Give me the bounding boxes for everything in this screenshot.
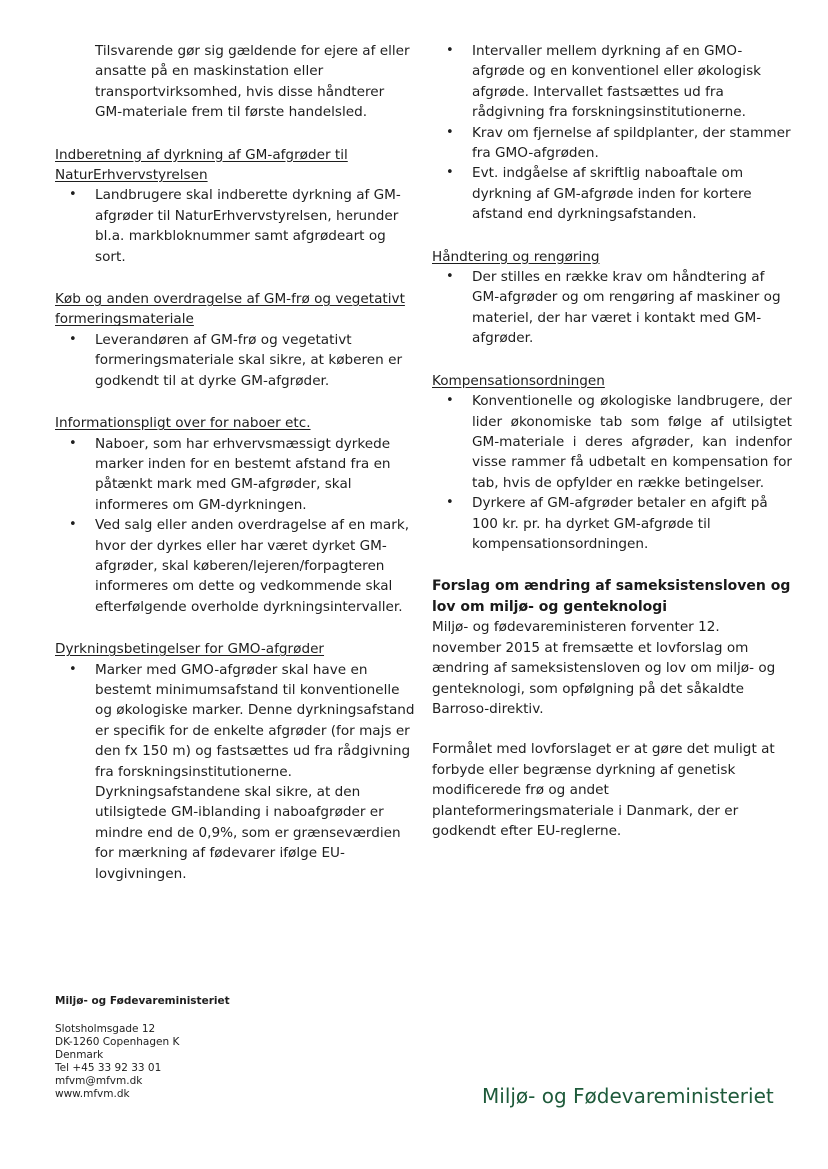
section-heading-reporting: Indberetning af dyrkning af GM-afgrøder til NaturErhvervstyrelsen <box>55 146 348 184</box>
footer-phone: Tel +45 33 92 33 01 <box>55 1062 162 1074</box>
list-item: • Intervaller mellem dyrkning af en GMO-afgrøde og en konventionel eller økologisk afgrøde. Intervallet fastsættes ud fra rådgivning fra forskningsinstitutionerne. <box>432 41 792 123</box>
conditions-list <box>55 660 415 884</box>
footer-email: mfvm@mfvm.dk <box>55 1075 143 1087</box>
purchase-list <box>55 330 415 391</box>
intro-paragraph: Tilsvarende gør sig gældende for ejere af eller ansatte på en maskinstation eller transportvirksomhed, hvis disse håndterer GM-materiale frem til første handelsled. <box>95 43 410 121</box>
section-heading-information: Informationspligt over for naboer etc. <box>55 415 311 432</box>
proposal-paragraph: Miljø- og fødevareministeren forventer 12. november 2015 at fremsætte et lovforslag om ændring af sameksistensloven og lov om miljø- og genteknologi, som opfølgning på det såkaldte Barroso-direktiv. <box>432 619 776 717</box>
left-column <box>55 41 415 884</box>
list-item: • Naboer, som har erhvervsmæssigt dyrkede marker inden for en bestemt afstand fra en påtænkt mark med GM-afgrøder, skal informeres om GM-dyrkningen. <box>55 434 415 516</box>
right-column <box>432 41 792 841</box>
list-item: • Ved salg eller anden overdragelse af en mark, hvor der dyrkes eller har været dyrket GM-afgrøder, skal køberen/lejeren/forpagteren informeres om dette og vedkommende skal efterfølgende overholde dyrkningsintervaller. <box>55 515 415 617</box>
handling-list <box>432 267 792 349</box>
list-item: • Marker med GMO-afgrøder skal have en bestemt minimumsafstand til konventionelle og økologiske marker. Denne dyrkningsafstand er specifik for de enkelte afgrøder (for majs er den fx 150 m) og fastsættes ud fra rådgivning fra forskningsinstitutionerne. Dyrkningsafstandene skal sikre, at den utilsigtede GM-iblanding i naboafgrøder er mindre end de 0,9%, som er grænseværdien for mærkning af fødevarer ifølge EU-lovgivningen. <box>55 660 415 884</box>
footer-country: Denmark <box>55 1049 104 1061</box>
footer-web: www.mfvm.dk <box>55 1088 130 1100</box>
conditions-list-continued <box>432 41 792 225</box>
list-item: • Landbrugere skal indberette dyrkning af GM-afgrøder til NaturErhvervstyrelsen, herunder bl.a. markbloknummer samt afgrødeart og sort. <box>55 185 415 267</box>
purpose-paragraph: Formålet med lovforslaget er at gøre det muligt at forbyde eller begrænse dyrkning af genetisk modificerede frø og andet planteformeringsmateriale i Danmark, der er godkendt efter EU-reglerne. <box>432 741 775 839</box>
footer-address <box>55 995 230 1101</box>
reporting-list <box>55 185 415 267</box>
list-item: • Der stilles en række krav om håndtering af GM-afgrøder og om rengøring af maskiner og materiel, der har været i kontakt med GM-afgrøder. <box>432 267 792 349</box>
section-heading-handling: Håndtering og rengøring <box>432 248 600 265</box>
ministry-logo-text: Miljø- og Fødevareministeriet <box>482 1084 774 1108</box>
list-item: • Evt. indgåelse af skriftlig naboaftale om dyrkning af GM-afgrøde inden for kortere afstand end dyrkningsafstanden. <box>432 163 792 224</box>
section-heading-conditions: Dyrkningsbetingelser for GMO-afgrøder <box>55 641 325 658</box>
list-item: • Krav om fjernelse af spildplanter, der stammer fra GMO-afgrøden. <box>432 123 792 164</box>
section-heading-purchase: Køb og anden overdragelse af GM-frø og vegetativt formeringsmateriale <box>55 291 405 328</box>
footer-city: DK-1260 Copenhagen K <box>55 1036 180 1048</box>
list-item: • Konventionelle og økologiske landbrugere, der lider økonomiske tab som følge af utilsigtet GM-materiale i deres afgrøder, kan indenfor visse rammer få udbetalt en kompensation for tab, hvis de opfylder en række betingelser. <box>432 391 792 493</box>
information-list <box>55 434 415 618</box>
list-item: • Leverandøren af GM-frø og vegetativt formeringsmateriale skal sikre, at køberen er godkendt til at dyrke GM-afgrøder. <box>55 330 415 391</box>
list-item: • Dyrkere af GM-afgrøder betaler en afgift på 100 kr. pr. ha dyrket GM-afgrøde til kompensationsordningen. <box>432 493 792 554</box>
section-heading-compensation: Kompensationsordningen <box>432 372 605 389</box>
compensation-list <box>432 391 792 554</box>
section-heading-proposal: Forslag om ændring af sameksistensloven og lov om miljø- og genteknologi <box>432 578 791 615</box>
footer-street: Slotsholmsgade 12 <box>55 1023 156 1035</box>
footer-org-name: Miljø- og Fødevareministeriet <box>55 995 230 1007</box>
